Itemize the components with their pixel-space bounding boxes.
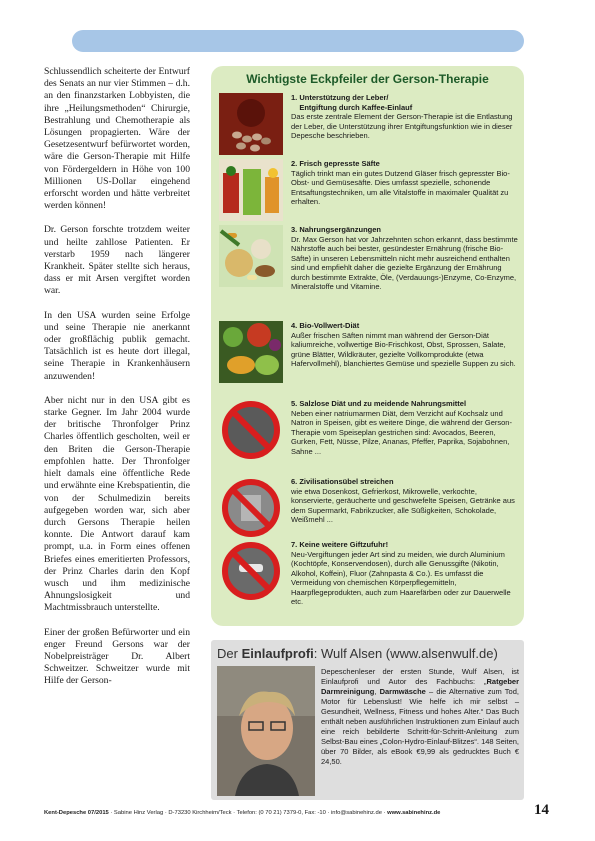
vegetables-image [219,321,283,383]
footer-website: www.sabinehinz.de [387,810,441,816]
pillar-4-title: 4. Bio-Vollwert-Diät [291,321,360,330]
pillar-1-title: 1. Unterstützung der Leber/ Entgiftung durch Kaffee-Einlauf [291,93,413,112]
header-decoration-bar [72,30,524,52]
pillar-6-body: wie etwa Dosenkost, Gefrierkost, Mikrowelle, verkochte, konservierte, geräucherte und geschwefelte Speisen, Getränke aus dem Supermarkt, Fabrikzucker, alle Süßigkeiten, Schokolade, Weißmehl ... [291,486,515,524]
einlaufprofi-box [211,640,524,800]
no-salt-icon [219,399,283,461]
pillar-5-title: 5. Salzlose Diät und zu meidende Nahrungsmittel [291,399,467,408]
pillar-7-title: 7. Keine weitere Giftzufuhr! [291,540,389,549]
no-toxins-icon [219,540,283,602]
gerson-pillars-box [211,66,524,626]
juice-glasses-image [219,159,283,221]
pillar-6-title: 6. Zivilisationsübel streichen [291,477,394,486]
profi-heading: Der Einlaufprofi: Wulf Alsen (www.alsenwulf.de) [217,646,498,661]
page-footer [44,810,524,816]
pillar-4-body: Außer frischen Säften nimmt man während der Gerson-Diät kaliumreiche, vollwertige Bio-Frischkost, Obst, Sprossen, Salate, grüne Blätter, Wildkräuter, gezielte Vollkornprodukte (etwa Hafervollmehl), blanchiertes Gemüse und spezielle Suppen zu sich. [291,330,516,368]
article-paragraph-3: In den USA wurden seine Erfolge und seine Therapie nie anerkannt oder großflächig publik gemacht. Tatsächlich ist es heute dort illegal, seine Therapie in Krankenhäusern anzuwenden! [44,309,190,382]
pillar-2-body: Täglich trinkt man ein gutes Dutzend Gläser frisch gepresster Bio-Obst- und Gemüsesäfte. Dies umfasst spezielle, schonende Entsaftungstechniken, um alle Vitalstoffe in maximaler Qualität zu erhalten. [291,168,510,206]
article-paragraph-5: Einer der großen Befürworter und ein enger Freund Gersons war der Nobelpreisträger Dr. Albert Schweitzer. Schweitzer wurde mit Hilfe der Gerson- [44,626,190,687]
supplements-image [219,225,283,287]
pillar-3-title: 3. Nahrungsergänzungen [291,225,382,234]
pillar-1-body: Das erste zentrale Element der Gerson-Therapie ist die Entlastung der Leber, die Unterstützung ihrer Entgiftungsfunktion wie in dieser Depesche beschrieben. [291,112,513,140]
article-paragraph-1: Schlussendlich scheiterte der Entwurf des Senats an nur vier Stimmen – d.h. an den finanzstarken Lobbyisten, die ihre „Heilungsmethoden“ Chirurgie, Bestrahlung und Chemotherapie als Lösungen propagierten. Wäre der Gesetzesentwurf befürwortet worden, wäre die Gerson-Therapie mit Hilfe von Fördergeldern in Höhe von 100 Millionen US-Dollar eingehend erforscht worden und hätte verbreitet werden können! [44,66,190,212]
pillar-5-body: Neben einer natriumarmen Diät, dem Verzicht auf Kochsalz und Natron in Speisen, gibt es weitere Dinge, die während der Gerson-Therapie vom Speiseplan gestrichen sind: Avocados, Beeren, Gurken, Fett, Nüsse, Pilze, Ananas, Pfeffer, Paprika, Sojabohnen, Sahne ... [291,408,512,456]
footer-contact: · Sabine Hinz Verlag · D-73230 Kirchheim/Teck · Telefon: (0 70 21) 7379-0, Fax: -10 · info@sabinehinz.de · [108,810,388,816]
author-photo [217,666,315,796]
article-paragraph-2: Dr. Gerson forschte trotzdem weiter und heilte zahllose Patienten. Er verstarb 1959 nach längerer Krankheit. Später stellte sich heraus, dass er mit Arsen vergiftet worden war. [44,224,190,297]
article-paragraph-4: Aber nicht nur in den USA gibt es starke Gegner. Im Jahr 2004 wurde der britische Thronfolger Prinz Charles öffentlich gescholten, weil er den Briten die Gerson-Therapie empfohlen hatte. Der Thronfolger hielt damals eine öffentliche Rede und erwähnte eine Krebspatientin, die von der Schulmedizin bereits aufgegeben worden war, sich aber durch Gersons Therapie heilen konnte. Die Antwort darauf kam prompt, u.a. in Form eines offenen Briefes eines emeritierten Professors, der Prinz Charles darin den Kopf wusch und ihm medizinische Ahnungslosigkeit und Machtmissbrauch unterstellte. [44,394,190,614]
article-column [44,66,190,700]
profi-description: Depeschenleser der ersten Stunde, Wulf Alsen, ist Einlaufprofi und Autor des Fachbuchs: „Ratgeber Darmreinigung, Darmwäsche – die Alternative zum Tod, Motor für Lebenslust! Wie helfe ich mir selbst – Gesundheit, Wellness, Fitness und hohes Alter.“ Das Buch enthält neben ausführlichen Instruktionen zum Einlauf auch eine reich bebilderte Schritt-für-Schritt-Anleitung zum Selbst-Bau eines „Colon-Hydro-Einlauf-Blitzes“. 148 Seiten, über 70 Bilder, als eBook €9,99 als gedrucktes Buch € 24,50. [321,667,520,766]
box-title: Wichtigste Eckpfeiler der Gerson-Therapie [246,72,489,86]
pillar-3-body: Dr. Max Gerson hat vor Jahrzehnten schon erkannt, dass bestimmte Nährstoffe auch bei bester, gesündester Ernährung (frische Bio-Säfte) in unseren Lebensmitteln nicht mehr ausreichend enthalten sind und empfiehlt daher die gezielte Ergänzung der Ernährung durch bestimmte Extrakte, Öle, (Verdauungs-)Enzyme, Co-Enzyme, Mineralstoffe und Vitamine. [291,234,518,291]
coffee-beans-image [219,93,283,155]
page-number: 14 [534,802,549,818]
pillar-7-body: Neu-Vergiftungen jeder Art sind zu meiden, wie durch Aluminium (Kochtöpfe, Konservendosen), durch alle Genussgifte (Nikotin, Alkohol, Koffein), Fluor (Zahnpasta & Co.). Es umfasst die Vermeidung von chemischen Körperpflegemitteln, Haarpflegeprodukten, auch zum Haarefärben oder zur Dauerwelle etc. [291,549,511,606]
footer-issue: Kent-Depesche 07/2015 [44,810,109,816]
no-processed-food-icon [219,477,283,539]
pillar-2-title: 2. Frisch gepresste Säfte [291,159,380,168]
